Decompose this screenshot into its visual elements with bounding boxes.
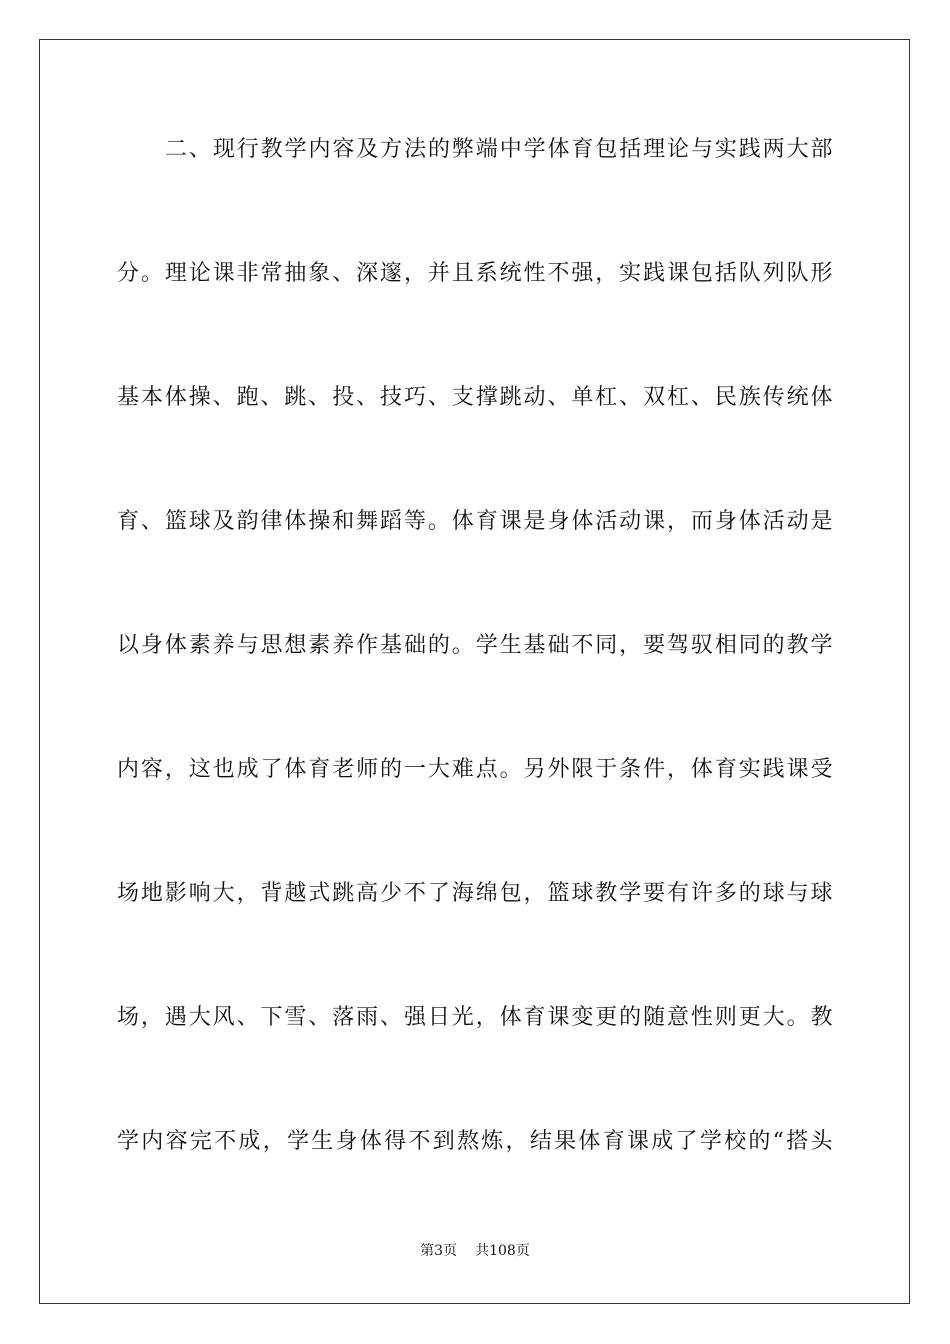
text-line-9: 学内容完不成，学生身体得不到熬炼，结果体育课成了学校的“搭头 (117, 1129, 833, 1154)
text-line-6: 内容，这也成了体育老师的一大难点。另外限于条件，体育实践课受 (117, 757, 833, 782)
text-line-1: 二、现行教学内容及方法的弊端中学体育包括理论与实践两大部 (165, 137, 833, 162)
page-number: 第3页 (420, 1243, 458, 1259)
page-footer (0, 1242, 950, 1260)
text-line-8: 场，遇大风、下雪、落雨、强日光，体育课变更的随意性则更大。教 (117, 1005, 833, 1030)
total-pages: 共108页 (475, 1243, 530, 1259)
text-line-4: 育、篮球及韵律体操和舞蹈等。体育课是身体活动课，而身体活动是 (117, 509, 833, 534)
text-line-5: 以身体素养与思想素养作基础的。学生基础不同，要驾驭相同的教学 (117, 633, 833, 658)
text-line-2: 分。理论课非常抽象、深邃，并且系统性不强，实践课包括队列队形 (117, 261, 833, 286)
text-line-3: 基本体操、跑、跳、投、技巧、支撑跳动、单杠、双杠、民族传统体 (117, 385, 833, 410)
text-line-7: 场地影响大，背越式跳高少不了海绵包，篮球教学要有许多的球与球 (117, 881, 833, 906)
